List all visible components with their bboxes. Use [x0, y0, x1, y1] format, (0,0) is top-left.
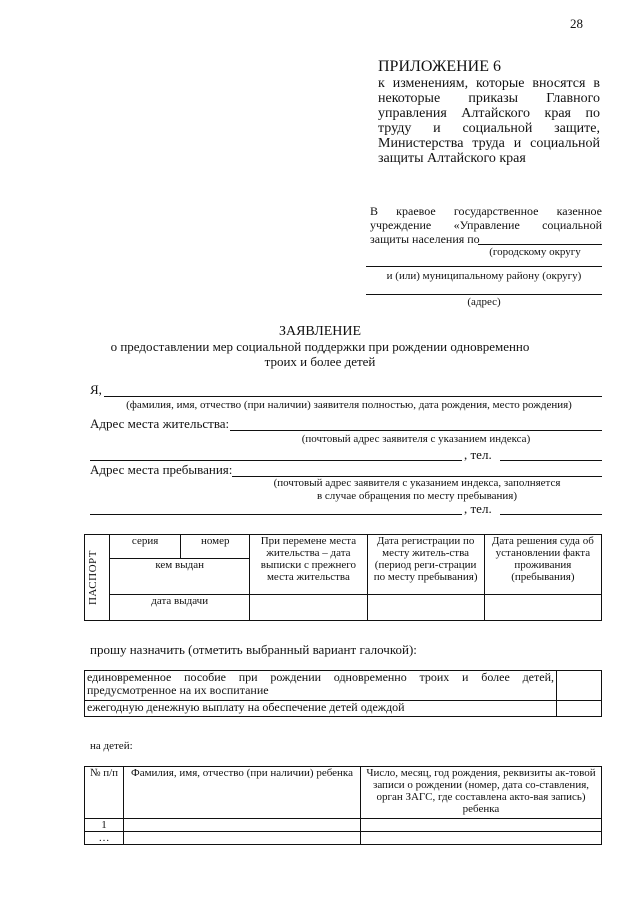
stay-caption-line1: (почтовый адрес заявителя с указанием индекса, заполняется — [273, 477, 561, 489]
reg-value-cell[interactable] — [367, 595, 484, 621]
table-row-1-name[interactable] — [124, 819, 361, 832]
stay-line-2[interactable] — [90, 514, 462, 515]
issue-date-label: дата выдачи — [151, 595, 209, 607]
court-header-cell — [484, 535, 601, 595]
reg-header: Дата регистрации по месту житель-ства (период реги-страции по месту пребывания) — [373, 535, 478, 583]
option-1-label: единовременное пособие при рождении одновременно троих и более детей, предусмотренное на их воспитание — [87, 670, 554, 697]
issued-by-cell[interactable] — [110, 559, 250, 595]
table-row-2-birth[interactable] — [361, 832, 602, 845]
stay-caption — [232, 477, 602, 503]
col-birth-header — [361, 767, 602, 819]
series-label: серия — [131, 535, 159, 547]
move-header-cell — [250, 535, 367, 595]
children-label: на детей: — [90, 740, 133, 752]
children-table — [84, 766, 602, 845]
tel-line-1[interactable] — [500, 460, 602, 461]
table-row-1-num — [85, 819, 124, 832]
col-num-label: № п/п — [89, 767, 119, 779]
annex-title: ПРИЛОЖЕНИЕ 6 — [378, 58, 502, 75]
passport-side-label: ПАСПОРТ — [87, 549, 99, 606]
stay-caption-line2: в случае обращения по месту пребывания) — [316, 490, 517, 502]
form-heading — [90, 324, 550, 369]
passport-table — [84, 534, 602, 621]
table-row-1-birth[interactable] — [361, 819, 602, 832]
option-2-checkbox[interactable] — [557, 701, 602, 717]
number-label: номер — [200, 535, 230, 547]
move-header: При перемене места жительства – дата выписки с прежнего места жительства — [260, 535, 357, 583]
court-header: Дата решения суда об установлении факта проживания (пребывания) — [491, 535, 594, 583]
municipal-caption: и (или) муниципальному району (округу) — [386, 270, 582, 282]
options-table — [84, 670, 602, 717]
municipal-line[interactable] — [366, 266, 602, 267]
court-value-cell[interactable] — [484, 595, 601, 621]
tel-label-1: , тел. — [464, 447, 492, 462]
option-2-cell — [85, 701, 557, 717]
addressee-text: В краевое государственное казенное учреждение «Управление социальной защиты населения по — [370, 204, 602, 246]
annex-block — [378, 58, 600, 166]
residence-caption: (почтовый адрес заявителя с указанием индекса) — [301, 433, 531, 445]
reg-header-cell — [367, 535, 484, 595]
request-label: прошу назначить (отметить выбранный вариант галочкой): — [90, 642, 417, 657]
district-caption: (городскому округу — [489, 246, 581, 258]
col-num-header — [85, 767, 124, 819]
district-line[interactable] — [478, 244, 602, 245]
annex-subtitle: к изменениям, которые вносятся в некоторые приказы Главного управления Алтайского края по труду и социальной защите, Министерства труда и социальной защиты Алтайского края — [378, 76, 600, 166]
address-line[interactable] — [366, 294, 602, 295]
tel-line-2[interactable] — [500, 514, 602, 515]
row-2-num: … — [98, 832, 110, 844]
row-1-num: 1 — [101, 819, 107, 831]
tel-label-2: , тел. — [464, 501, 492, 516]
col-name-label: Фамилия, имя, отчество (при наличии) ребенка — [131, 767, 353, 779]
option-1-cell — [85, 671, 557, 701]
table-row-2-name[interactable] — [124, 832, 361, 845]
option-1-checkbox[interactable] — [557, 671, 602, 701]
form-subtitle-line2: троих и более детей — [264, 354, 376, 369]
col-birth-label: Число, месяц, год рождения, реквизиты ак-товой записи о рождении (номер, дата со-ставления, орган ЗАГС, где составлена акто-вая запись) ребенка — [366, 767, 596, 815]
applicant-name-caption: (фамилия, имя, отчество (при наличии) заявителя полностью, дата рождения, место рождения) — [126, 399, 572, 411]
number-cell[interactable] — [181, 535, 250, 559]
page-number: 28 — [570, 16, 583, 31]
residence-line-2[interactable] — [90, 460, 462, 461]
residence-label: Адрес места жительства: — [90, 416, 230, 431]
address-caption: (адрес) — [467, 296, 501, 308]
form-subtitle-line1: о предоставлении мер социальной поддержки при рождении одновременно — [110, 339, 530, 354]
passport-side-cell — [85, 535, 110, 621]
series-cell[interactable] — [110, 535, 181, 559]
issued-by-label: кем выдан — [155, 559, 204, 571]
option-2-label: ежегодную денежную выплату на обеспечение детей одеждой — [87, 700, 405, 714]
applicant-name-line[interactable] — [104, 396, 602, 397]
ya-label: Я, — [90, 382, 102, 397]
table-row-2-num — [85, 832, 124, 845]
issue-date-cell[interactable] — [110, 595, 250, 621]
residence-line[interactable] — [230, 430, 602, 431]
col-name-header — [124, 767, 361, 819]
move-value-cell[interactable] — [250, 595, 367, 621]
form-title: ЗАЯВЛЕНИЕ — [278, 324, 362, 339]
stay-label: Адрес места пребывания: — [90, 462, 233, 477]
addressee-block — [370, 204, 602, 246]
